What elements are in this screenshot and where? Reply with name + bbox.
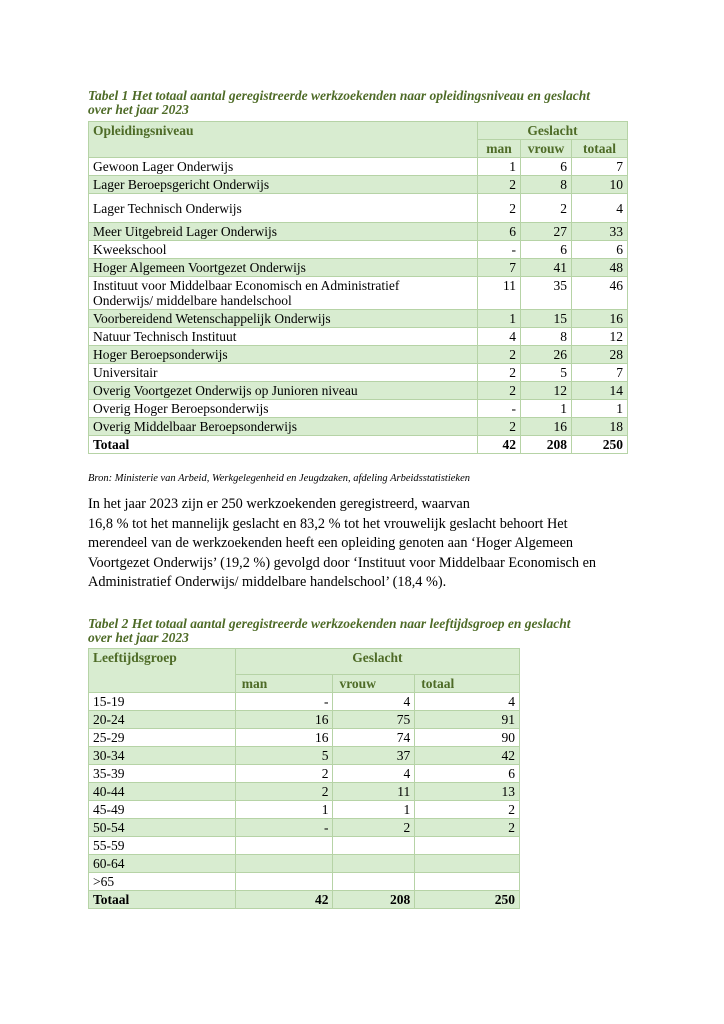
cell-man: -	[478, 400, 521, 418]
table1-col-label: Opleidingsniveau	[89, 122, 478, 158]
table1-subheader-totaal: totaal	[572, 140, 628, 158]
row-label: Gewoon Lager Onderwijs	[89, 158, 478, 176]
total-man: 42	[235, 891, 333, 909]
cell-vrouw: 2	[333, 819, 415, 837]
table-row	[89, 855, 520, 873]
table2-header-row	[89, 649, 520, 675]
table1-subheader-vrouw: vrouw	[521, 140, 572, 158]
table1-caption	[88, 89, 648, 117]
cell-totaal: 90	[415, 729, 520, 747]
cell-man: 11	[478, 277, 521, 310]
row-label: Hoger Algemeen Voortgezet Onderwijs	[89, 259, 478, 277]
cell-vrouw: 1	[333, 801, 415, 819]
table-row	[89, 418, 628, 436]
table1-total-row	[89, 436, 628, 454]
row-label: Hoger Beroepsonderwijs	[89, 346, 478, 364]
table2-group-label: Geslacht	[235, 649, 519, 675]
table-row	[89, 837, 520, 855]
table-row	[89, 241, 628, 259]
total-man: 42	[478, 436, 521, 454]
cell-vrouw: 11	[333, 783, 415, 801]
table-row	[89, 819, 520, 837]
cell-totaal	[415, 873, 520, 891]
cell-totaal: 6	[415, 765, 520, 783]
total-vrouw: 208	[333, 891, 415, 909]
cell-totaal: 4	[415, 693, 520, 711]
row-label-line2: Onderwijs/ middelbare handelschool	[93, 293, 292, 308]
row-label: Lager Technisch Onderwijs	[89, 194, 478, 223]
row-label: 55-59	[89, 837, 236, 855]
table2-subheader-vrouw: vrouw	[333, 675, 415, 693]
cell-totaal: 12	[572, 328, 628, 346]
total-label: Totaal	[89, 436, 478, 454]
table-row	[89, 400, 628, 418]
table1-caption-line2: over het jaar 2023	[88, 102, 189, 117]
cell-totaal: 16	[572, 310, 628, 328]
cell-man: 6	[478, 223, 521, 241]
cell-vrouw: 41	[521, 259, 572, 277]
paragraph-line2: 16,8 % tot het mannelijk geslacht en 83,2 % tot het vrouwelijk geslacht behoort Het	[88, 515, 568, 532]
row-label: Universitair	[89, 364, 478, 382]
cell-totaal: 13	[415, 783, 520, 801]
cell-vrouw: 4	[333, 693, 415, 711]
row-label: Lager Beroepsgericht Onderwijs	[89, 176, 478, 194]
cell-man: 16	[235, 729, 333, 747]
paragraph-line5: Administratief Onderwijs/ middelbare handelschool’ (18,4 %).	[88, 574, 447, 590]
cell-totaal: 33	[572, 223, 628, 241]
summary-paragraph	[88, 495, 648, 593]
table1-source: Bron: Ministerie van Arbeid, Werkgelegenheid en Jeugdzaken, afdeling Arbeidsstatistieken	[88, 473, 470, 484]
cell-vrouw: 26	[521, 346, 572, 364]
cell-totaal: 28	[572, 346, 628, 364]
cell-man: 2	[235, 783, 333, 801]
row-label: 15-19	[89, 693, 236, 711]
paragraph-line3: merendeel van de werkzoekenden heeft een opleiding genoten aan ‘Hoger Algemeen	[88, 535, 574, 551]
row-label: 45-49	[89, 801, 236, 819]
cell-man: 2	[478, 346, 521, 364]
cell-totaal: 14	[572, 382, 628, 400]
paragraph-line4: Voortgezet Onderwijs’ (19,2 %) gevolgd door ‘Instituut voor Middelbaar Economisch en	[88, 554, 597, 571]
table2-caption-line1: Tabel 2 Het totaal aantal geregistreerde werkzoekenden naar leeftijdsgroep en geslacht	[88, 616, 571, 631]
row-label: 50-54	[89, 819, 236, 837]
row-label: Meer Uitgebreid Lager Onderwijs	[89, 223, 478, 241]
cell-man	[235, 873, 333, 891]
cell-vrouw	[333, 837, 415, 855]
cell-man: 2	[478, 194, 521, 223]
cell-man: 2	[235, 765, 333, 783]
cell-man: 16	[235, 711, 333, 729]
table2	[88, 648, 520, 909]
table2-total-row	[89, 891, 520, 909]
table-row	[89, 747, 520, 765]
cell-totaal: 91	[415, 711, 520, 729]
cell-man: 2	[478, 176, 521, 194]
table2-caption	[88, 617, 648, 645]
table-row	[89, 783, 520, 801]
table-row	[89, 801, 520, 819]
cell-man: 2	[478, 382, 521, 400]
row-label-line1: Instituut voor Middelbaar Economisch en Administratief	[93, 278, 400, 293]
cell-totaal: 42	[415, 747, 520, 765]
row-label: Overig Hoger Beroepsonderwijs	[89, 400, 478, 418]
table1-caption-line1: Tabel 1 Het totaal aantal geregistreerde werkzoekenden naar opleidingsniveau en geslacht	[88, 88, 590, 103]
cell-vrouw: 8	[521, 176, 572, 194]
row-label: 20-24	[89, 711, 236, 729]
table-row	[89, 765, 520, 783]
cell-vrouw: 6	[521, 241, 572, 259]
table-row	[89, 382, 628, 400]
table-row	[89, 194, 628, 223]
cell-vrouw: 12	[521, 382, 572, 400]
cell-vrouw: 75	[333, 711, 415, 729]
table-row	[89, 364, 628, 382]
paragraph-line1: In het jaar 2023 zijn er 250 werkzoekenden geregistreerd, waarvan	[88, 496, 470, 512]
cell-vrouw	[333, 873, 415, 891]
table1-group-label: Geslacht	[478, 122, 628, 140]
row-label: 30-34	[89, 747, 236, 765]
table-row	[89, 346, 628, 364]
cell-man: 5	[235, 747, 333, 765]
cell-vrouw: 6	[521, 158, 572, 176]
cell-man: 2	[478, 364, 521, 382]
cell-vrouw: 8	[521, 328, 572, 346]
row-label: >65	[89, 873, 236, 891]
cell-totaal: 7	[572, 364, 628, 382]
table-row	[89, 158, 628, 176]
total-totaal: 250	[415, 891, 520, 909]
cell-totaal: 4	[572, 194, 628, 223]
row-label: Kweekschool	[89, 241, 478, 259]
cell-totaal	[415, 837, 520, 855]
cell-vrouw: 4	[333, 765, 415, 783]
cell-man: 1	[478, 158, 521, 176]
table-row	[89, 223, 628, 241]
cell-man: 1	[235, 801, 333, 819]
cell-man: 2	[478, 418, 521, 436]
total-label: Totaal	[89, 891, 236, 909]
cell-vrouw: 74	[333, 729, 415, 747]
cell-vrouw: 16	[521, 418, 572, 436]
cell-totaal: 10	[572, 176, 628, 194]
cell-man: -	[235, 693, 333, 711]
cell-totaal: 18	[572, 418, 628, 436]
cell-vrouw: 5	[521, 364, 572, 382]
cell-vrouw: 15	[521, 310, 572, 328]
table1-header-row	[89, 122, 628, 140]
table1	[88, 121, 628, 454]
row-label: Natuur Technisch Instituut	[89, 328, 478, 346]
table-row	[89, 729, 520, 747]
table-row	[89, 693, 520, 711]
cell-totaal	[415, 855, 520, 873]
cell-vrouw: 35	[521, 277, 572, 310]
cell-vrouw	[333, 855, 415, 873]
table-row	[89, 711, 520, 729]
table-row	[89, 277, 628, 310]
cell-totaal: 2	[415, 801, 520, 819]
cell-vrouw: 2	[521, 194, 572, 223]
total-totaal: 250	[572, 436, 628, 454]
table2-subheader-totaal: totaal	[415, 675, 520, 693]
cell-totaal: 6	[572, 241, 628, 259]
cell-man	[235, 855, 333, 873]
row-label	[89, 277, 478, 310]
table-row	[89, 328, 628, 346]
table-row	[89, 259, 628, 277]
cell-totaal: 7	[572, 158, 628, 176]
row-label: Overig Voortgezet Onderwijs op Junioren niveau	[89, 382, 478, 400]
row-label: Overig Middelbaar Beroepsonderwijs	[89, 418, 478, 436]
cell-totaal: 2	[415, 819, 520, 837]
table2-col-label: Leeftijdsgroep	[89, 649, 236, 693]
cell-man: -	[235, 819, 333, 837]
cell-totaal: 1	[572, 400, 628, 418]
cell-man: 4	[478, 328, 521, 346]
cell-vrouw: 37	[333, 747, 415, 765]
row-label: 60-64	[89, 855, 236, 873]
cell-vrouw: 1	[521, 400, 572, 418]
cell-totaal: 46	[572, 277, 628, 310]
cell-man: 7	[478, 259, 521, 277]
row-label: 25-29	[89, 729, 236, 747]
row-label: 35-39	[89, 765, 236, 783]
cell-vrouw: 27	[521, 223, 572, 241]
cell-man	[235, 837, 333, 855]
cell-man: -	[478, 241, 521, 259]
table-row	[89, 176, 628, 194]
row-label: 40-44	[89, 783, 236, 801]
table2-subheader-man: man	[235, 675, 333, 693]
cell-totaal: 48	[572, 259, 628, 277]
row-label: Voorbereidend Wetenschappelijk Onderwijs	[89, 310, 478, 328]
cell-man: 1	[478, 310, 521, 328]
table-row	[89, 873, 520, 891]
table2-caption-line2: over het jaar 2023	[88, 630, 189, 645]
table1-subheader-man: man	[478, 140, 521, 158]
total-vrouw: 208	[521, 436, 572, 454]
table-row	[89, 310, 628, 328]
